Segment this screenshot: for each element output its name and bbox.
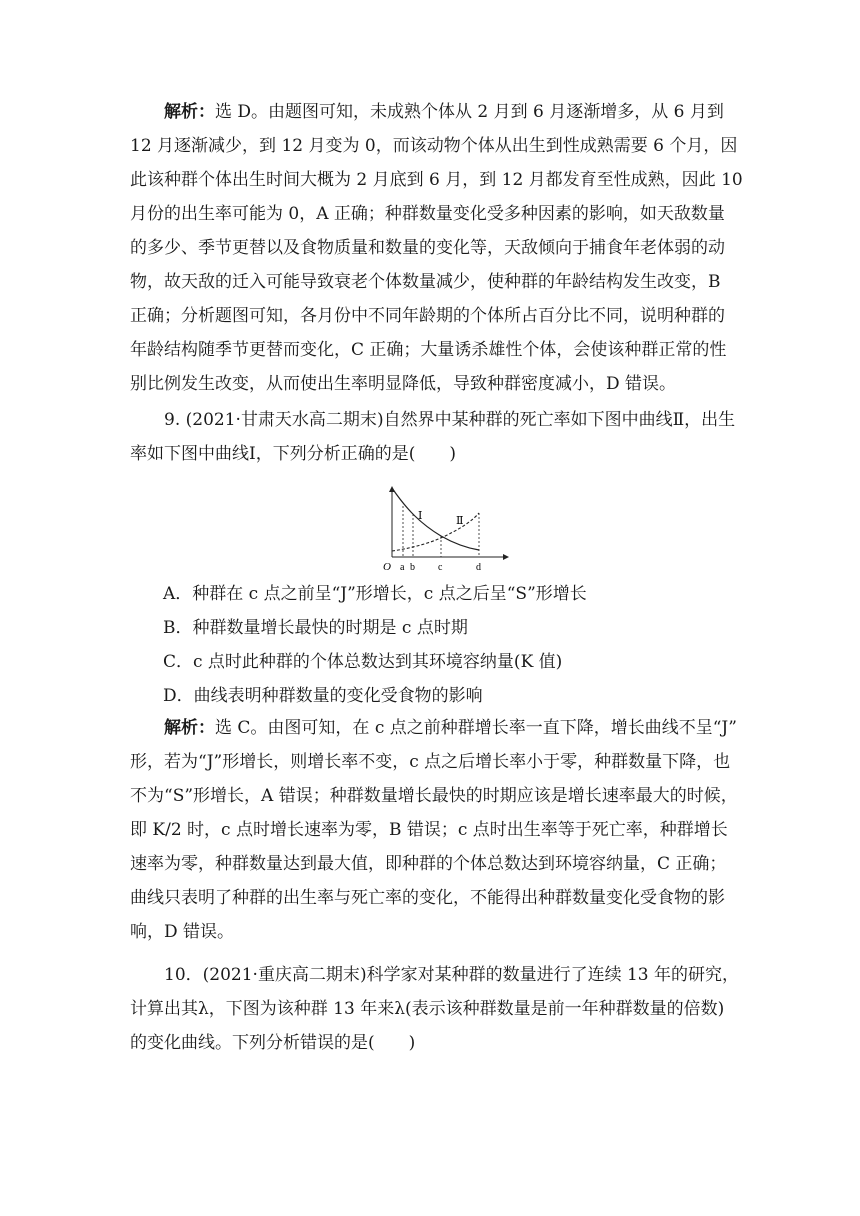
analysis-line: 此该种群个体出生时间大概为 2 月底到 6 月，到 12 月都发育至性成熟，因此 10 (130, 170, 743, 190)
analysis-line: 解析：选 C。由图可知，在 c 点之前种群增长率一直下降，增长曲线不呈“J” (164, 718, 737, 738)
analysis-label: 解析： (164, 718, 215, 738)
analysis-9 (130, 711, 738, 949)
tick-label-b: b (410, 562, 415, 573)
tick-label-d: d (476, 562, 481, 573)
analysis-line: 年龄结构随季节更替而变化，C 正确；大量诱杀雄性个体，会使该种群正常的性 (130, 340, 727, 360)
analysis-line: 月份的出生率可能为 0，A 正确；种群数量变化受多种因素的影响，如天敌数量 (130, 204, 725, 224)
analysis-line: 形，若为“J”形增长，则增长率不变，c 点之后增长率小于零，种群数量下降，也 (130, 752, 731, 772)
analysis-line: 不为“S”形增长，A 错误；种群数量增长最快的时期应该是增长速率最大的时候， (130, 786, 738, 806)
analysis-label: 解析： (164, 102, 215, 122)
analysis-line: 的多少、季节更替以及食物质量和数量的变化等，天敌倾向于捕食年老体弱的动 (130, 238, 725, 258)
tick-label-a: a (400, 562, 405, 573)
analysis-line: 响，D 错误。 (130, 922, 235, 942)
analysis-line: 别比例发生改变，从而使出生率明显降低，导致种群密度减小，D 错误。 (130, 374, 677, 394)
curve-1-birth-rate (392, 488, 479, 550)
tick-label-c: c (438, 562, 443, 573)
curve-1-label: Ⅰ (418, 510, 423, 522)
question-9-stem: 9. (2021·甘肃天水高二期末)自然界中某种群的死亡率如下图中曲线Ⅱ，出生 率如下图中曲线Ⅰ，下列分析正确的是( ) (130, 410, 736, 464)
analysis-line: 12 月逐渐减少，到 12 月变为 0，而该动物个体从出生到性成熟需要 6 个月，因 (130, 136, 738, 156)
question-number: 9. (2021· (164, 410, 241, 430)
question-number: 10．(2021· (164, 965, 258, 985)
analysis-8 (130, 95, 743, 401)
option-a: A．种群在 c 点之前呈“J”形增长，c 点之后呈“S”形增长 (163, 584, 587, 604)
curve-2-label: Ⅱ (456, 515, 464, 527)
question-10-stem: 10．(2021·重庆高二期末)科学家对某种群的数量进行了连续 13 年的研究， 计算出其λ，下图为该种群 13 年来λ(表示该种群数量是前一年种群数量的倍数) 的变化曲线。下列分析错误的是( ) (130, 965, 740, 1053)
analysis-line: 解析：选 D。由题图可知，未成熟个体从 2 月到 6 月逐渐增多，从 6 月到 (164, 102, 724, 122)
analysis-line: 速率为零，种群数量达到最大值，即种群的个体总数达到环境容纳量，C 正确； (130, 854, 727, 874)
option-b: B．种群数量增长最快的时期是 c 点时期 (163, 618, 468, 638)
birth-death-rate-figure (383, 484, 513, 574)
question-source: 重庆高二期末 (257, 965, 360, 985)
origin-label: O (383, 561, 391, 573)
option-c: C．c 点时此种群的个体总数达到其环境容纳量(K 值) (163, 652, 563, 672)
question-source: 甘肃天水高二期末 (240, 410, 377, 430)
option-d: D．曲线表明种群数量的变化受食物的影响 (163, 686, 483, 706)
analysis-line: 物，故天敌的迁入可能导致衰老个体数量减少，使种群的年龄结构发生改变，B (130, 272, 721, 292)
analysis-line: 正确；分析题图可知，各月份中不同年龄期的个体所占百分比不同，说明种群的 (130, 306, 725, 326)
analysis-line: 曲线只表明了种群的出生率与死亡率的变化，不能得出种群数量变化受食物的影 (130, 888, 725, 908)
analysis-line: 即 K/2 时，c 点时增长速率为零，B 错误；c 点时出生率等于死亡率，种群增长 (130, 820, 728, 840)
